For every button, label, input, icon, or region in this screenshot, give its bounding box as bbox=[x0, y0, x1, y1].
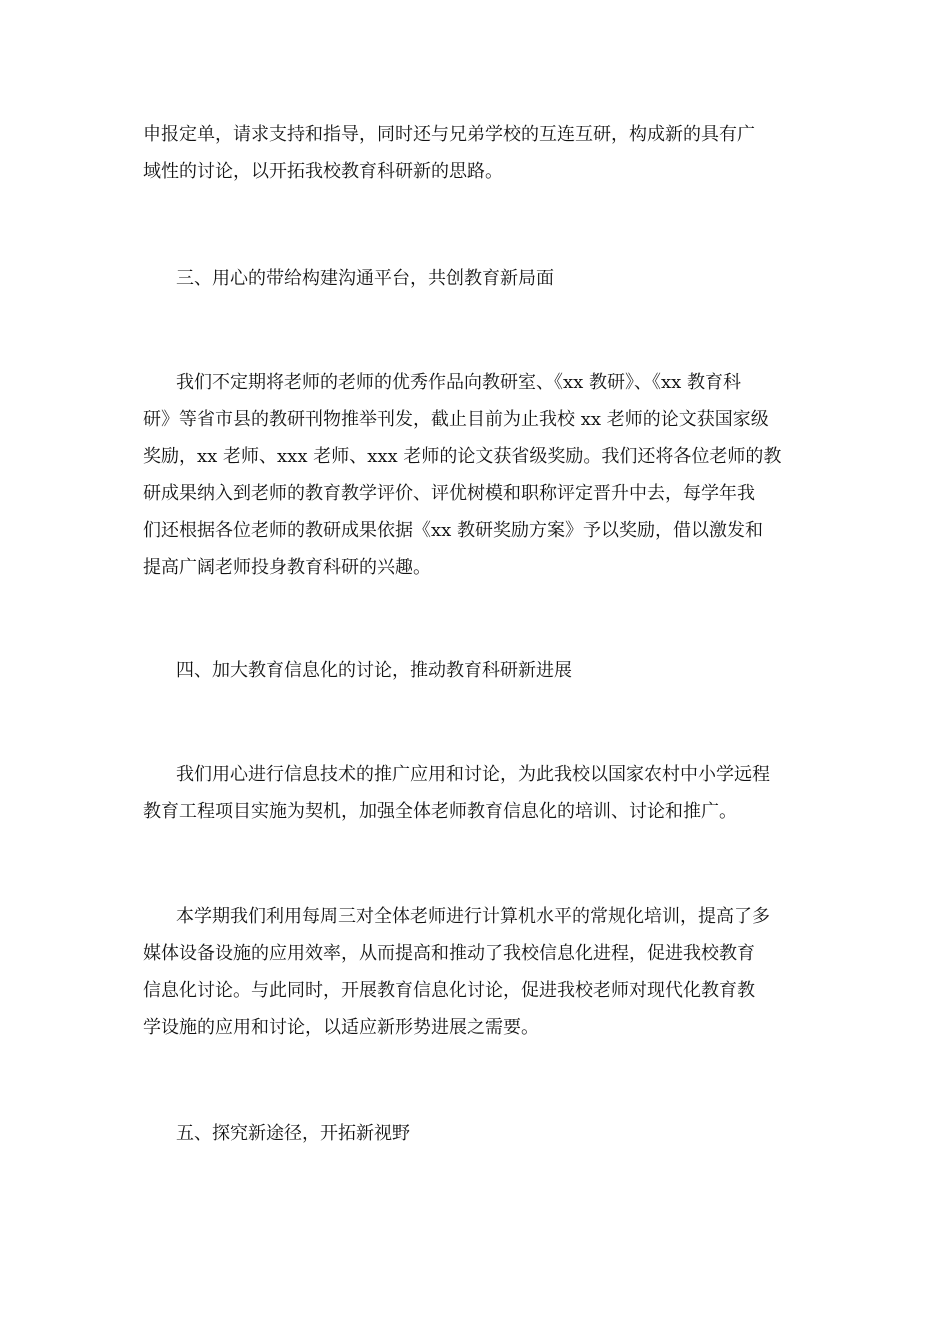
section-heading-5 bbox=[143, 1115, 808, 1152]
text-line: 申报定单，请求支持和指导，同时还与兄弟学校的互连互研，构成新的具有广 bbox=[143, 124, 755, 145]
text-line: 媒体设备设施的应用效率，从而提高和推动了我校信息化进程，促进我校教育 bbox=[143, 943, 755, 964]
text-line: 域性的讨论，以开拓我校教育科研新的思路。 bbox=[143, 161, 503, 182]
heading-text: 三、用心的带给构建沟通平台，共创教育新局面 bbox=[176, 268, 554, 289]
section-heading-4 bbox=[143, 652, 808, 689]
text-line: 我们不定期将老师的老师的优秀作品向教研室、《xx 教研》、《xx 教育科 bbox=[176, 372, 742, 393]
paragraph-it-promotion bbox=[143, 756, 808, 830]
text-line: 教育工程项目实施为契机，加强全体老师教育信息化的培训、讨论和推广。 bbox=[143, 801, 737, 822]
text-line: 们还根据各位老师的教研成果依据《xx 教研奖励方案》予以奖励，借以激发和 bbox=[143, 520, 764, 541]
heading-text: 五、探究新途径，开拓新视野 bbox=[176, 1123, 410, 1144]
paragraph-computer-training bbox=[143, 898, 808, 1046]
text-line: 研成果纳入到老师的教育教学评价、评优树模和职称评定晋升中去，每学年我 bbox=[143, 483, 755, 504]
text-line: 提高广阔老师投身教育科研的兴趣。 bbox=[143, 557, 431, 578]
text-line: 我们用心进行信息技术的推广应用和讨论，为此我校以国家农村中小学远程 bbox=[176, 764, 770, 785]
text-line: 奖励，xx 老师、xxx 老师、xxx 老师的论文获省级奖励。我们还将各位老师的教 bbox=[143, 446, 782, 467]
section-heading-3 bbox=[143, 260, 808, 297]
paragraph-research-awards bbox=[143, 364, 808, 586]
paragraph-continuation bbox=[143, 116, 808, 190]
heading-text: 四、加大教育信息化的讨论，推动教育科研新进展 bbox=[176, 660, 572, 681]
text-line: 本学期我们利用每周三对全体老师进行计算机水平的常规化培训，提高了多 bbox=[176, 906, 770, 927]
text-line: 信息化讨论。与此同时，开展教育信息化讨论，促进我校老师对现代化教育教 bbox=[143, 980, 755, 1001]
text-line: 学设施的应用和讨论，以适应新形势进展之需要。 bbox=[143, 1017, 539, 1038]
text-line: 研》等省市县的教研刊物推举刊发，截止目前为止我校 xx 老师的论文获国家级 bbox=[143, 409, 769, 430]
